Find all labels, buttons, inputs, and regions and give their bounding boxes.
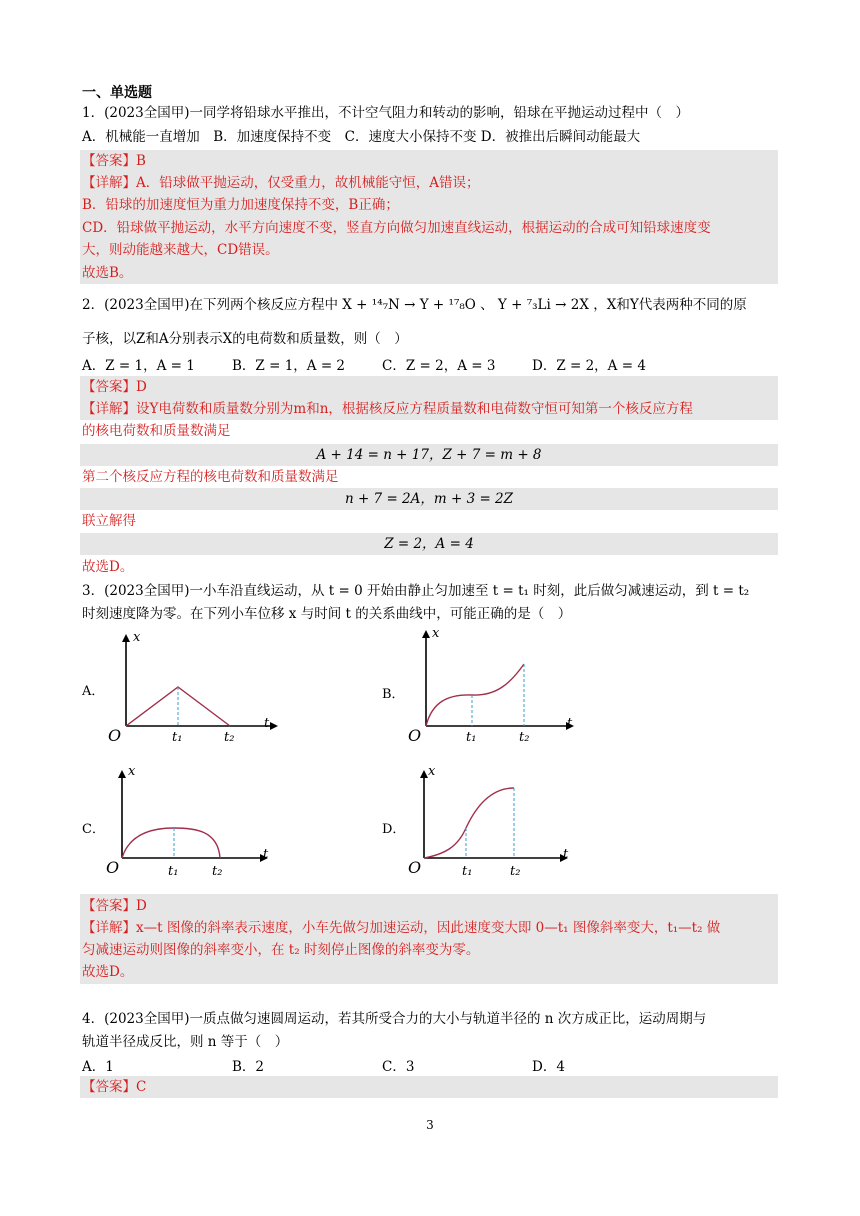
q1-stem: 1．(2023全国甲)一同学将铅球水平推出，不计空气阻力和转动的影响，铅球在平抛运动过程中（ ） (82, 105, 689, 121)
graph-c-curve (122, 828, 220, 858)
graph-a-t-arrow (270, 722, 278, 730)
graph-d (400, 766, 590, 866)
graph-b-t-label: t (567, 716, 573, 731)
graph-c-t2: t₂ (212, 864, 223, 879)
graph-b-curve (426, 664, 524, 726)
graph-c (100, 766, 290, 866)
q4-answer: 【答案】C (82, 1079, 147, 1095)
graph-d-curve (424, 788, 514, 858)
q1-detail-1: 【详解】A．铅球做平抛运动，仅受重力，故机械能守恒，A错误； (82, 175, 480, 191)
q3-answer: 【答案】D (82, 898, 147, 914)
q2-eq2: n + 7 = 2A，m + 3 = 2Z (344, 491, 514, 507)
q2-stem-a: 2．(2023全国甲)在下列两个核反应方程中 (82, 297, 338, 313)
graph-b-x-arrow (422, 630, 430, 638)
q4-answer-box (80, 1076, 778, 1098)
q2-detail-3: 第二个核反应方程的核电荷数和质量数满足 (82, 469, 339, 485)
graph-c-x-label: x (128, 764, 136, 779)
q4-stem-2: 轨道半径成反比，则 n 等于（ ） (82, 1034, 289, 1050)
page-number: 3 (426, 1118, 434, 1132)
graph-a-label: A． (82, 684, 105, 699)
graph-a-x-label: x (133, 630, 141, 645)
graph-c-t1: t₁ (168, 864, 179, 879)
graph-c-t-label: t (263, 847, 269, 862)
q2-stem-line1 (82, 294, 747, 316)
q2-eq1: A + 14 = n + 17，Z + 7 = m + 8 (316, 447, 542, 463)
q4-option-b: B．2 (232, 1059, 265, 1075)
graph-c-label: C． (82, 822, 105, 837)
q3-stem-1: 3．(2023全国甲)一小车沿直线运动，从 t = 0 开始由静止匀加速至 t = t₁ 时刻，此后做匀减速运动，到 t = t₂ (82, 583, 750, 599)
q3-stem-2: 时刻速度降为零。在下列小车位移 x 与时间 t 的关系曲线中，可能正确的是（ ） (82, 606, 572, 622)
graph-c-x-arrow (118, 770, 126, 778)
graph-d-x-arrow (420, 770, 428, 778)
q4-stem-1: 4．(2023全国甲)一质点做匀速圆周运动，若其所受合力的大小与轨道半径的 n 次方成正比，运动周期与 (82, 1011, 707, 1027)
q2-detail-2: 的核电荷数和质量数满足 (82, 423, 231, 439)
graph-b-t1: t₁ (466, 730, 477, 745)
graph-d-label: D． (382, 822, 406, 837)
graph-b-label: B． (382, 687, 405, 702)
graph-b-x-label: x (432, 626, 440, 641)
q2-eq3: Z = 2，A = 4 (384, 536, 474, 552)
q2-equation: X + ¹⁴₇N → Y + ¹⁷₈O 、 Y + ⁷₃Li → 2X (342, 297, 589, 313)
graph-a (100, 630, 290, 750)
q1-detail-2: B．铅球的加速度恒为重力加速度保持不变，B正确； (82, 197, 399, 213)
q2-conclusion: 故选D。 (82, 559, 134, 575)
section-title: 一、单选题 (82, 85, 152, 101)
q3-detail-2: 匀减速运动则图像的斜率变小，在 t₂ 时刻停止图像的斜率变为零。 (82, 942, 480, 958)
q2-option-a: A．Z = 1，A = 1 (82, 358, 195, 374)
q1-detail-4: 大，则动能越来越大，CD错误。 (82, 242, 279, 258)
graph-a-t1: t₁ (172, 730, 183, 745)
graph-d-t-label: t (563, 847, 569, 862)
q4-option-d: D．4 (532, 1059, 565, 1075)
q2-answer: 【答案】D (82, 379, 147, 395)
graph-d-t1: t₁ (462, 864, 473, 879)
q4-option-a: A．1 (82, 1059, 114, 1075)
graph-c-origin: O (106, 858, 120, 877)
q4-option-c: C．3 (382, 1059, 415, 1075)
graph-d-t2: t₂ (510, 864, 521, 879)
graph-d-x-label: x (428, 764, 436, 779)
graph-b-origin: O (408, 726, 422, 745)
q2-option-b: B．Z = 1，A = 2 (232, 358, 346, 374)
q2-option-c: C．Z = 2，A = 3 (382, 358, 496, 374)
graph-b (400, 626, 590, 750)
q3-conclusion: 故选D。 (82, 964, 134, 980)
graph-a-x-arrow (122, 634, 130, 642)
graph-a-origin: O (108, 726, 122, 745)
q2-stem-b: ，X和Y代表两种不同的原 (593, 297, 747, 313)
q2-detail-1: 【详解】设Y电荷数和质量数分别为m和n，根据核反应方程质量数和电荷数守恒可知第一个核反应方程 (82, 401, 693, 417)
graph-d-origin: O (408, 858, 422, 877)
q3-detail-1: 【详解】x—t 图像的斜率表示速度，小车先做匀加速运动，因此速度变大即 0—t₁ 图像斜率变大，t₁—t₂ 做 (82, 920, 721, 936)
graph-b-t2: t₂ (519, 730, 530, 745)
graph-a-t2: t₂ (224, 730, 235, 745)
q1-conclusion: 故选B。 (82, 265, 133, 281)
q2-detail-4: 联立解得 (82, 513, 136, 529)
q2-stem-line2: 子核，以Z和A分别表示X的电荷数和质量数，则（ ） (82, 331, 408, 347)
graph-a-t-label: t (264, 716, 270, 731)
q1-detail-3: CD．铅球做平抛运动，水平方向速度不变，竖直方向做匀加速直线运动，根据运动的合成可知铅球速度变 (82, 220, 711, 236)
q2-option-d: D．Z = 2，A = 4 (532, 358, 646, 374)
q1-options: A．机械能一直增加 B．加速度保持不变 C．速度大小保持不变 D．被推出后瞬间动能最大 (82, 129, 641, 145)
q1-answer: 【答案】B (82, 153, 146, 169)
